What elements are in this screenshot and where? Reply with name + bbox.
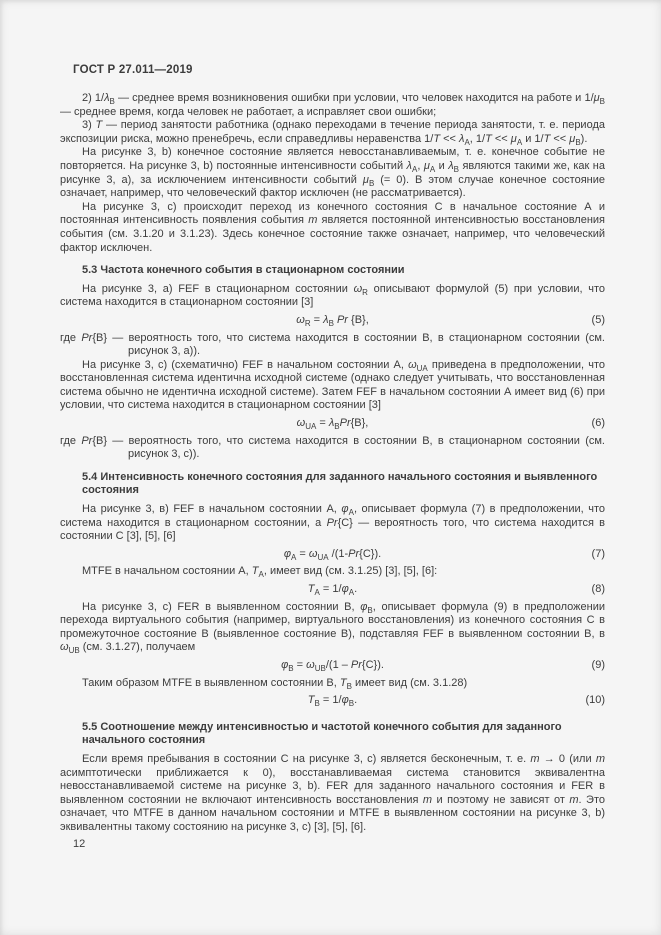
formula-7-number: (7) — [591, 547, 605, 560]
formula-6 — [60, 413, 605, 435]
formula-8-expression: $Т_А = 1/\varphi_А$. — [307, 583, 358, 597]
paragraph-fer-b: На рисунке 3, с) FER в выявленном состоянии В, $\varphi_В$, описывает формула (9) в предположении перехода виртуального события (например, виртуального восстановления) из конечного состояния С в промежуточное состояние В (выявленное состояние В), подставляя FEF в выявленном состоянии В, в $\omega_{UB}$ (см. 3.1.27), получаем — [60, 600, 605, 656]
paragraph-list-item-2: 2) $1/\lambda_В$ — среднее время возникновения ошибки при условии, что человек находится на работе и $1/\mu_В$ — среднее время, когда человек не работает, а исправляет свои ошибки; — [60, 92, 606, 118]
page-number: 12 — [73, 838, 86, 850]
formula-10-number: (10) — [585, 694, 605, 707]
formula-9-number: (9) — [591, 658, 605, 671]
paragraph-fef-initial-a: На рисунке 3, с) (схематично) FEF в начальном состоянии А, $\omega_{UA}$ приведена в предположении, что восстановленная система идентична исходной системе (однако следует учитывать, что восстановленная система обычно не идентична исходной системе). Затем FEF в начальном состоянии А имеет вид (6) при условии, что система находится в стационарном состоянии [3] — [60, 358, 605, 412]
paragraph-where-pr-b-a: где Pr{В} — вероятность того, что система находится в состоянии В, в стационарном состоянии (см. рисунок 3, а)). — [60, 331, 605, 358]
paragraph-where-pr-b-c: где Pr{В} — вероятность того, что система находится в состоянии В, в стационарном состоянии (см. рисунок 3, с)). — [60, 434, 605, 461]
paragraph-figure3b: На рисунке 3, b) конечное состояние является невосстанавливаемым, т. е. конечное событие не повторяется. На рисунке 3, b) постоянные интенсивности событий $\lambda_А$, $\mu_А$ и $\lambda_В$ являются такими же, как на рисунке 3, а), за исключением интенсивности событий $\mu_В$ (= 0). В этом случае конечное состояние означает, например, что человеческий фактор исключен (не рассматривается). — [60, 146, 605, 200]
paragraph-fef-steady: На рисунке 3, а) FEF в стационарном состоянии $\omega_R$ описывают формулой (5) при условии, что система находится в стационарном состоянии [3] — [60, 282, 606, 309]
paragraph-relation-5-5: Если время пребывания в состоянии С на рисунке 3, с) является бесконечным, т. е. m → 0 (или m асимптотически приближается к 0), восстанавливаемая система становится эквивалентна невосстанавливаемой системе на рисунке 3, b). FER для заданного начального состояния и FER в выявленном состоянии не включают интенсивность восстановления m и поэтому не зависят от m. Это означает, что MTFE в данном начальном состоянии и MTFE в выявленном состоянии на рисунке 3, b) эквивалентны такому состоянию на рисунке 3, с) [3], [5], [6]. — [60, 752, 605, 833]
section-heading-5-3: 5.3 Частота конечного события в стационарном состоянии — [82, 264, 405, 277]
formula-7-expression: $\varphi_А = \omega_{UA}$ /(1-Pr{С}). — [283, 547, 382, 562]
formula-9 — [60, 655, 605, 677]
formula-10-expression: $Т_В = 1/\varphi_В$. — [307, 694, 358, 709]
section-heading-5-4: 5.4 Интенсивность конечного состояния для заданного начального состояния и выявленного состояния — [82, 470, 598, 497]
formula-9-expression: $\varphi_В = \omega_{UB}/(1 - Pr\{С\})$. — [281, 658, 384, 673]
formula-6-number: (6) — [591, 417, 605, 430]
formula-7 — [60, 544, 605, 566]
paragraph-mtfe-b: Таким образом MTFE в выявленном состоянии В, $Т_В$ имеет вид (см. 3.1.28) — [82, 676, 468, 691]
paragraph-fef-formula7: На рисунке 3, в) FEF в начальном состоянии А, $\varphi_А$, описывает формула (7) в предположении, что система находится в стационарном состоянии, а Pr{С} — вероятность того, что система находится в состоянии С [3], [5], [6] — [60, 503, 606, 543]
section-heading-5-5: 5.5 Соотношение между интенсивностью и частотой конечного события для заданного начального состояния — [82, 720, 562, 747]
formula-8 — [60, 579, 605, 601]
formula-5 — [60, 310, 605, 332]
document-content — [60, 92, 605, 835]
running-header: ГОСТ Р 27.011—2019 — [73, 64, 193, 76]
formula-8-number: (8) — [591, 583, 605, 595]
formula-6-expression: $\omega_{UA} = \lambda_ВPr\{В\}$, — [296, 417, 369, 432]
paragraph-mtfe-a: MTFE в начальном состоянии А, $Т_А$, имеет вид (см. 3.1.25) [3], [5], [6]: — [82, 565, 438, 580]
formula-10 — [60, 690, 605, 712]
paragraph-list-item-3: 3) Т — период занятости работника (однако переходами в течение периода занятости, т. е. периода экспозиции риска, можно пренебречь, если справедливы неравенства $1/Т << \lambda_А$, $1/Т << \mu_А$ и $1/Т << \mu_В$). — [60, 119, 605, 147]
paragraph-figure3c: На рисунке 3, с) происходит переход из конечного состояния С в начальное состояние А и постоянная интенсивность появления события m является постоянной интенсивностью восстановления события (см. 3.1.20 и 3.1.23). Здесь конечное состояние также означает, например, что человеческий фактор исключен. — [60, 200, 605, 254]
formula-5-number: (5) — [591, 313, 605, 326]
formula-5-expression: $\omega_R = \lambda_В$ Pr {В}, — [296, 313, 369, 328]
